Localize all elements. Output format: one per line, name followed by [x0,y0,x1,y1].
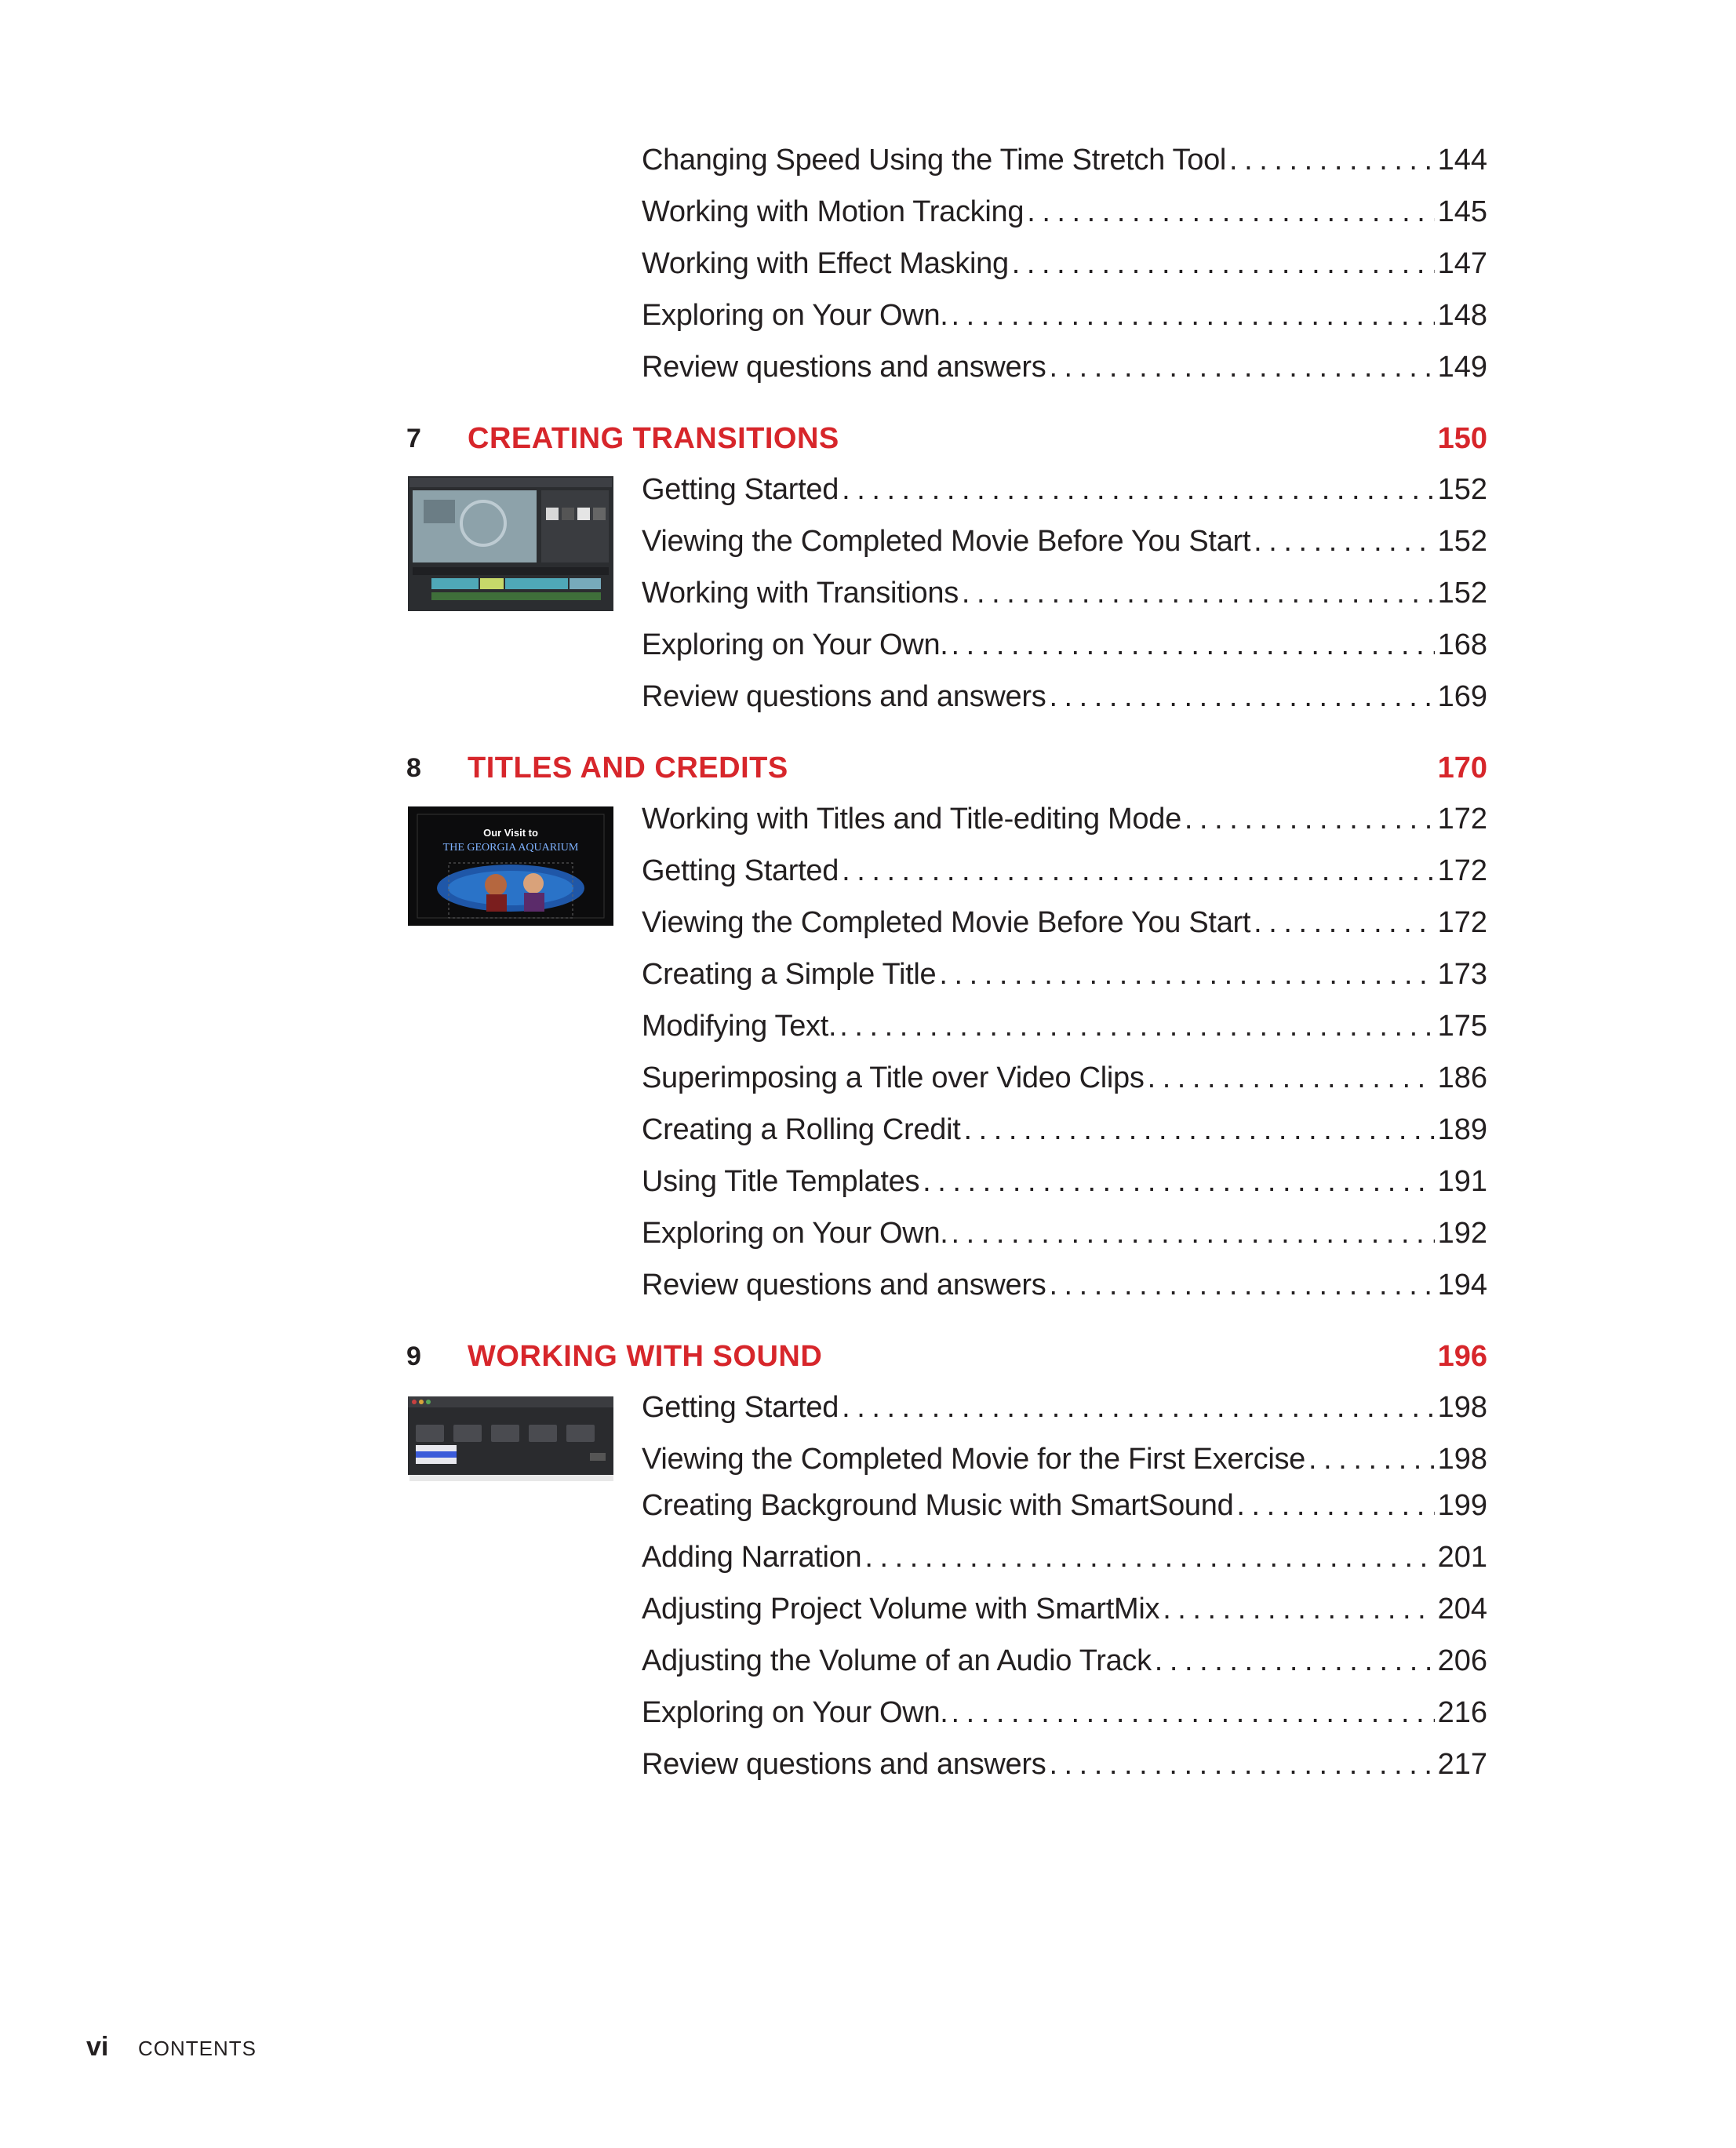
toc-entry[interactable] [642,1589,1487,1629]
dot-leader [952,296,1435,335]
chapter-7-thumbnail [408,476,613,611]
entry-page: 145 [1437,195,1487,228]
entry-page: 191 [1437,1165,1487,1198]
toc-entry[interactable] [642,470,1487,509]
entry-page: 173 [1437,958,1487,991]
toc-entry[interactable] [642,677,1487,716]
entry-page: 147 [1437,247,1487,280]
entry-page: 189 [1437,1113,1487,1146]
entry-label: Working with Titles and Title-editing Mode [642,803,1181,836]
toc-entry[interactable] [642,903,1487,942]
thumb-title-line-2: THE GEORGIA AQUARIUM [442,842,579,854]
running-footer-label: CONTENTS [138,2037,257,2060]
entry-page: 204 [1437,1593,1487,1626]
entry-page: 216 [1437,1696,1487,1729]
dot-leader [842,1388,1435,1427]
thumb-title-line-1: Our Visit to [483,827,538,839]
page-folio: vi [86,2032,109,2062]
entry-page: 152 [1437,525,1487,558]
entry-page: 198 [1437,1391,1487,1424]
entry-label: Exploring on Your Own. [642,1217,948,1250]
entry-label: Review questions and answers [642,1269,1046,1302]
entry-page: 192 [1437,1217,1487,1250]
chapter-page: 170 [1437,752,1487,785]
entry-label: Creating a Simple Title [642,958,937,991]
toc-entry[interactable] [642,1486,1487,1525]
entry-label: Adding Narration [642,1541,862,1574]
entry-page: 172 [1437,803,1487,836]
chapter-title: TITLES AND CREDITS [468,752,788,785]
toc-entry[interactable] [642,573,1487,613]
entry-label: Working with Motion Tracking [642,195,1024,228]
chapter-8-thumbnail [408,806,613,926]
toc-entry[interactable] [642,1440,1487,1479]
entry-page: 152 [1437,473,1487,506]
entry-page: 217 [1437,1748,1487,1781]
toc-entry[interactable] [642,522,1487,561]
chapter-number: 9 [406,1342,421,1371]
dot-leader [1229,140,1435,180]
toc-entry[interactable] [642,1538,1487,1577]
entry-label: Getting Started [642,854,839,887]
dot-leader [1163,1589,1434,1629]
chapter-page: 196 [1437,1340,1487,1373]
dot-leader [1049,348,1434,387]
entry-label: Changing Speed Using the Time Stretch Tool [642,144,1227,177]
dot-leader [952,1693,1435,1732]
dot-leader [952,625,1435,664]
entry-page: 152 [1437,577,1487,610]
entry-page: 175 [1437,1010,1487,1043]
entry-page: 144 [1437,144,1487,177]
entry-page: 168 [1437,628,1487,661]
toc-entry[interactable] [642,296,1487,335]
entry-page: 148 [1437,299,1487,332]
entry-page: 186 [1437,1061,1487,1094]
chapter-number: 8 [406,753,421,783]
dot-leader [952,1214,1435,1253]
dot-leader [842,470,1435,509]
entry-page: 201 [1437,1541,1487,1574]
entry-label: Review questions and answers [642,680,1046,713]
dot-leader [1049,1265,1434,1305]
entry-label: Adjusting Project Volume with SmartMix [642,1593,1160,1626]
toc-entry[interactable] [642,625,1487,664]
dot-leader [1012,244,1435,283]
entry-page: 206 [1437,1644,1487,1677]
entry-label: Viewing the Completed Movie Before You Start [642,525,1251,558]
entry-label: Exploring on Your Own. [642,1696,948,1729]
entry-label: Working with Effect Masking [642,247,1009,280]
chapter-heading-7[interactable] [406,418,1487,459]
dot-leader [939,955,1434,994]
toc-entry[interactable] [642,1162,1487,1201]
dot-leader [1185,799,1435,839]
entry-page: 149 [1437,351,1487,384]
dot-leader [962,573,1435,613]
entry-label: Exploring on Your Own. [642,299,948,332]
entry-page: 199 [1437,1489,1487,1522]
dot-leader [1308,1440,1435,1479]
toc-entry[interactable] [642,1693,1487,1732]
entry-label: Adjusting the Volume of an Audio Track [642,1644,1152,1677]
entry-label: Review questions and answers [642,1748,1046,1781]
entry-page: 198 [1437,1443,1487,1476]
dot-leader [1155,1641,1435,1680]
toc-entry[interactable] [642,1388,1487,1427]
toc-entry[interactable] [642,799,1487,839]
entry-page: 194 [1437,1269,1487,1302]
dot-leader [923,1162,1434,1201]
entry-page: 172 [1437,854,1487,887]
toc-entry[interactable] [642,244,1487,283]
entry-label: Viewing the Completed Movie Before You Start [642,906,1251,939]
toc-entry[interactable] [642,1058,1487,1098]
entry-label: Modifying Text. [642,1010,837,1043]
dot-leader [1254,522,1434,561]
chapter-heading-8[interactable] [406,748,1487,788]
toc-entry[interactable] [642,1641,1487,1680]
chapter-page: 150 [1437,422,1487,455]
chapter-9-thumbnail [408,1396,613,1481]
dot-leader [1236,1486,1434,1525]
toc-entry[interactable] [642,140,1487,180]
dot-leader [839,1007,1434,1046]
toc-entry[interactable] [642,1110,1487,1149]
dot-leader [842,851,1435,890]
dot-leader [963,1110,1434,1149]
dot-leader [1254,903,1434,942]
dot-leader [864,1538,1434,1577]
toc-entry[interactable] [642,1007,1487,1046]
entry-label: Working with Transitions [642,577,959,610]
entry-label: Getting Started [642,473,839,506]
entry-label: Viewing the Completed Movie for the First Exercise [642,1443,1305,1476]
toc-entry[interactable] [642,955,1487,994]
toc-entry[interactable] [642,1214,1487,1253]
entry-label: Creating a Rolling Credit [642,1113,961,1146]
chapter-title: CREATING TRANSITIONS [468,422,839,455]
entry-page: 172 [1437,906,1487,939]
toc-entry[interactable] [642,348,1487,387]
toc-entry[interactable] [642,1265,1487,1305]
entry-page: 169 [1437,680,1487,713]
dot-leader [1027,192,1434,231]
dot-leader [1049,677,1434,716]
dot-leader [1049,1745,1434,1784]
chapter-number: 7 [406,424,421,453]
entry-label: Exploring on Your Own. [642,628,948,661]
entry-label: Getting Started [642,1391,839,1424]
toc-entry[interactable] [642,1745,1487,1784]
entry-label: Creating Background Music with SmartSound [642,1489,1234,1522]
chapter-heading-9[interactable] [406,1336,1487,1377]
toc-entry[interactable] [642,851,1487,890]
chapter-title: WORKING WITH SOUND [468,1340,823,1373]
entry-label: Review questions and answers [642,351,1046,384]
entry-label: Using Title Templates [642,1165,920,1198]
entry-label: Superimposing a Title over Video Clips [642,1061,1145,1094]
toc-entry[interactable] [642,192,1487,231]
dot-leader [1148,1058,1435,1098]
